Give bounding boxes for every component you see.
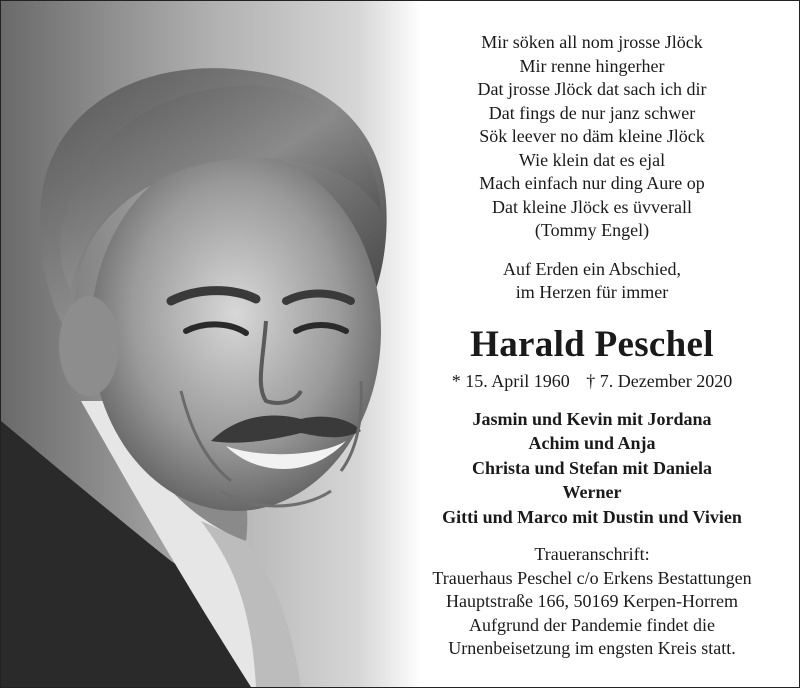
- poem-line: Mir söken all nom jrosse Jlöck: [481, 32, 703, 52]
- poem-line: Dat kleine Jlöck es üvverall: [492, 196, 692, 217]
- poem-line: Mach einfach nur ding Aure op: [479, 173, 705, 193]
- address-note: Urnenbeisetzung im engsten Kreis statt.: [448, 638, 736, 658]
- poem-line: Dat jrosse Jlöck dat sach ich dir: [477, 79, 707, 99]
- poem-line: Mir renne hingerher: [519, 55, 665, 76]
- mourning-address: [406, 543, 778, 661]
- address-line: Trauerhaus Peschel c/o Erkens Bestattungen: [432, 567, 752, 588]
- address-line: Hauptstraße 166, 50169 Kerpen-Horrem: [446, 591, 738, 611]
- mourner-line: Achim und Anja: [528, 433, 656, 453]
- portrait-illustration: [1, 1, 421, 687]
- poem-line: Sök leever no däm kleine Jlöck: [479, 126, 705, 146]
- mourner-line: Christa und Stefan mit Daniela: [471, 457, 713, 478]
- mourner-line: Gitti und Marco mit Dustin und Vivien: [442, 506, 742, 527]
- address-note: Aufgrund der Pandemie findet die: [469, 614, 715, 635]
- mourners-list: [406, 407, 778, 530]
- farewell-line: Auf Erden ein Abschied,: [503, 258, 681, 279]
- poem-author: (Tommy Engel): [534, 220, 650, 240]
- address-heading: Traueranschrift:: [534, 544, 650, 564]
- life-dates: [406, 369, 778, 393]
- poem: [406, 31, 778, 243]
- poem-line: Dat fings de nur janz schwer: [488, 102, 696, 123]
- portrait-photo: [1, 1, 421, 687]
- death-date: † 7. Dezember 2020: [586, 370, 733, 391]
- poem-line: Wie klein dat es ejal: [518, 149, 666, 170]
- mourner-line: Werner: [562, 482, 622, 502]
- farewell-line: im Herzen für immer: [515, 282, 669, 302]
- birth-date: * 15. April 1960: [451, 370, 570, 391]
- farewell-text: [406, 258, 778, 305]
- mourner-line: Jasmin und Kevin mit Jordana: [472, 408, 712, 429]
- deceased-name: Harald Peschel: [470, 323, 714, 365]
- notice-text: [406, 1, 778, 687]
